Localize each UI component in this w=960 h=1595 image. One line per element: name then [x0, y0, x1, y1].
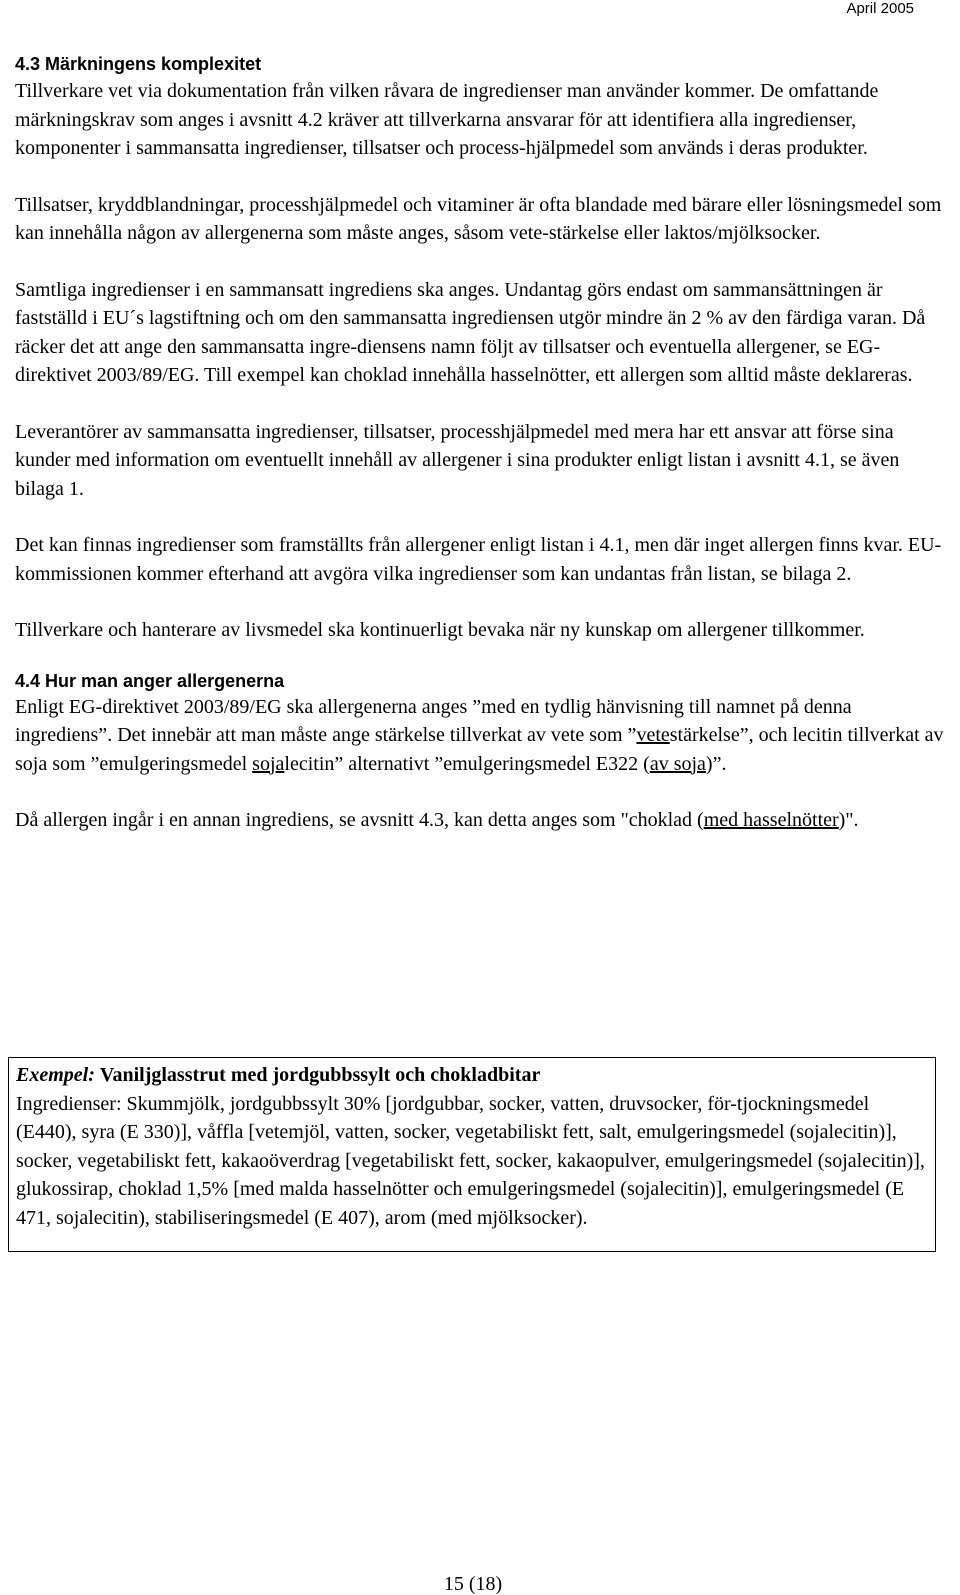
- example-title: Vaniljglasstrut med jordgubbssylt och chokladbitar: [99, 1064, 541, 1086]
- header-date: April 2005: [846, 0, 914, 17]
- paragraph-monitoring: Tillverkare och hanterare av livsmedel ska kontinuerligt bevaka när ny kunskap om allergener tillkommer.: [15, 619, 865, 641]
- underline-med-hasselnotter: med hasselnötter: [703, 809, 839, 831]
- example-label: Exempel:: [16, 1064, 95, 1086]
- underline-soja: soja: [252, 752, 285, 775]
- paragraph-chocolate-example: Då allergen ingår i en annan ingrediens, se avsnitt 4.3, kan detta anges som "choklad (med hasselnötter)".: [15, 809, 859, 831]
- paragraph-labelling-rule: Enligt EG-direktivet 2003/89/EG ska allergenerna anges ”med en tydlig hänvisning till namnet på denna ingrediens”. Det innebär att man måste ange stärkelse tillverkat av vete som ”vetestärkelse”, och lecitin tillverkat av soja som ”emulgeringsmedel sojalecitin” alternativt ”emulgeringsmedel E322 (av soja)”.: [15, 695, 944, 775]
- document-body: [15, 52, 950, 835]
- paragraph-compound-ingredients: Samtliga ingredienser i en sammansatt ingrediens ska anges. Undantag görs endast om sammansättningen är fastställd i EU´s lagstiftning och om den sammansatta ingrediensen utgör mindre än 2 % av den färdiga varan. Då räcker det att ange den sammansatta ingre-diensens namn följt av tillsatser och eventuella allergener, se EG-direktivet 2003/89/EG. Till exempel kan choklad innehålla hasselnötter, ett allergen som alltid måste deklareras.: [15, 278, 926, 386]
- paragraph-suppliers: Leverantörer av sammansatta ingredienser, tillsatser, processhjälpmedel med mera har ett ansvar att förse sina kunder med information om eventuellt innehåll av allergener i sina produkter enligt listan i avsnitt 4.1, se även bilaga 1.: [15, 420, 900, 500]
- section-4-4-heading: 4.4 Hur man anger allergenerna: [15, 670, 285, 691]
- paragraph-traceability: Tillverkare vet via dokumentation från vilken råvara de ingredienser man använder kommer. De omfattande märkningskrav som anges i avsnitt 4.2 kräver att tillverkarna ansvarar för att identifiera alla ingredienser, komponenter i sammansatta ingredienser, tillsatser och process-hjälpmedel som används i deras produkter.: [15, 80, 879, 159]
- paragraph-carriers: Tillsatser, kryddblandningar, processhjälpmedel och vitaminer är ofta blandade med bärare eller lösningsmedel som kan innehålla någon av allergenerna som måste anges, såsom vete-stärkelse eller laktos/mjölksocker.: [15, 193, 942, 244]
- underline-vete: vete: [636, 724, 670, 746]
- underline-av-soja: av soja: [649, 752, 706, 775]
- section-4-3-heading: 4.3 Märkningens komplexitet: [15, 54, 262, 74]
- page-number: 15 (18): [443, 1573, 503, 1595]
- example-box: [8, 1057, 936, 1252]
- example-ingredients: Ingredienser: Skummjölk, jordgubbssylt 30% [jordgubbar, socker, vatten, druvsocker, för-tjockningsmedel (E440), syra (E 330)], våffla [vetemjöl, vatten, socker, vegetabiliskt fett, salt, emulgeringsmedel (sojalecitin)], socker, vegetabiliskt fett, kakaoöverdrag [vegetabiliskt fett, socker, kakaopulver, emulgeringsmedel (sojalecitin)], glukossirap, choklad 1,5% [med malda hasselnötter och emulgeringsmedel (sojalecitin)], emulgeringsmedel (E 471, sojalecitin), stabiliseringsmedel (E 407), arom (med mjölksocker).: [16, 1092, 925, 1229]
- paragraph-exempt-ingredients: Det kan finnas ingredienser som framställts från allergener enligt listan i 4.1, men där inget allergen finns kvar. EU-kommissionen kommer efterhand att avgöra vilka ingredienser som kan undantas från listan, se bilaga 2.: [15, 534, 942, 585]
- example-title-line: [16, 1061, 927, 1090]
